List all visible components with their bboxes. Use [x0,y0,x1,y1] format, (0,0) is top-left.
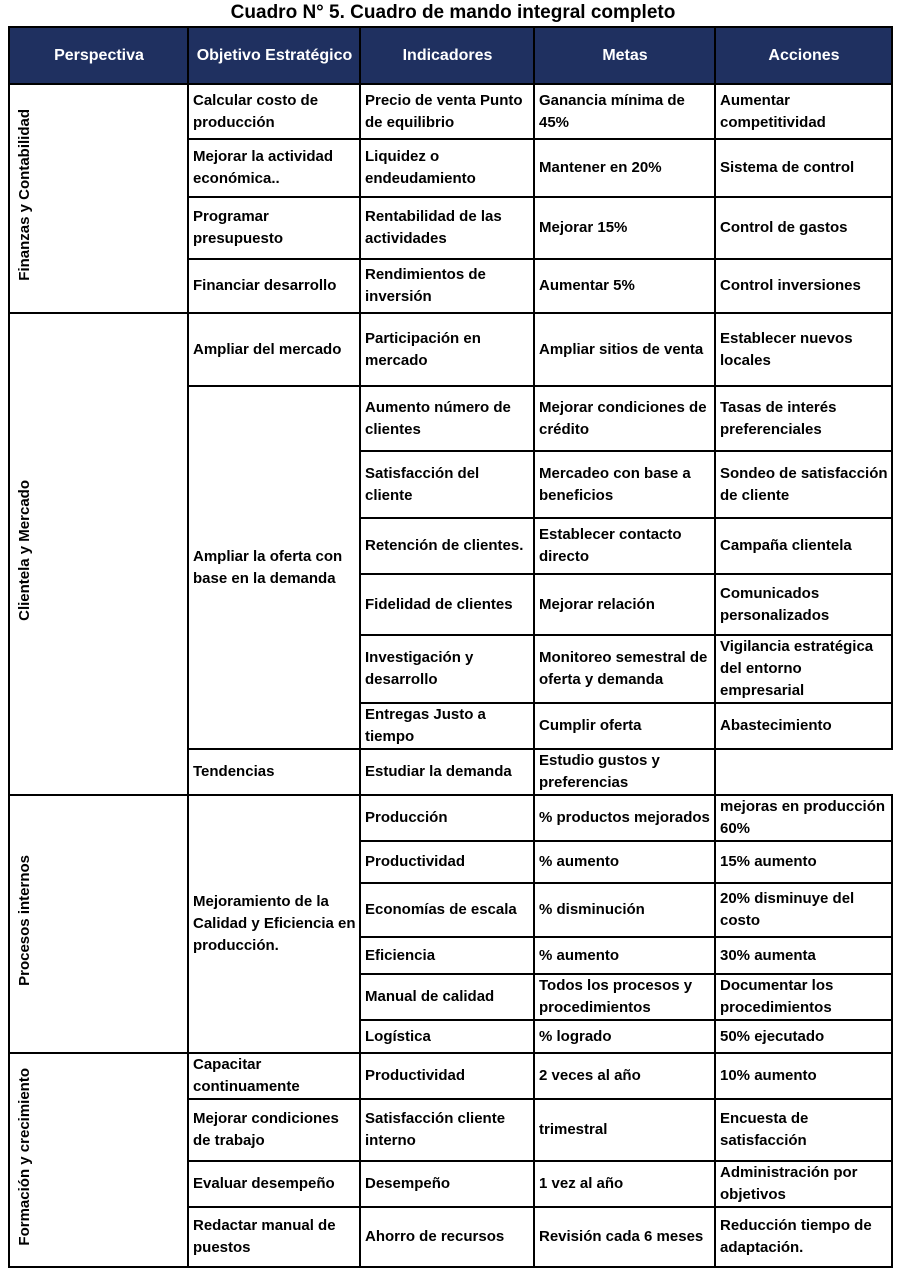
meta-cell: Mantener en 20% [534,139,715,197]
perspective-procesos [9,795,188,1053]
indicator-cell: Rendimientos de inversión [360,259,534,313]
meta-cell: 1 vez al año [534,1161,715,1207]
meta-cell: Estudiar la demanda [360,749,534,795]
indicator-cell: Ahorro de recursos [360,1207,534,1267]
table-row [9,795,892,841]
indicator-cell: Satisfacción del cliente [360,451,534,518]
accion-cell: 15% aumento [715,841,892,883]
meta-cell: Ganancia mínima de 45% [534,84,715,139]
objective-cell: Capacitar continuamente [188,1053,360,1099]
meta-cell: Revisión cada 6 meses [534,1207,715,1267]
accion-cell: Abastecimiento [715,703,892,749]
meta-cell: Monitoreo semestral de oferta y demanda [534,635,715,703]
objective-cell: Financiar desarrollo [188,259,360,313]
indicator-cell: Rentabilidad de las actividades [360,197,534,259]
meta-cell: Cumplir oferta [534,703,715,749]
indicator-cell: Precio de venta Punto de equilibrio [360,84,534,139]
objective-cell: Calcular costo de producción [188,84,360,139]
objective-cell: Mejoramiento de la Calidad y Eficiencia en producción. [188,795,360,1053]
indicator-cell: Productividad [360,841,534,883]
indicator-cell: Economías de escala [360,883,534,937]
indicator-cell: Investigación y desarrollo [360,635,534,703]
perspective-label: Finanzas y Contabilidad [16,109,33,281]
table-row [9,313,892,386]
header-indicadores: Indicadores [360,27,534,84]
objective-cell: Mejorar la actividad económica.. [188,139,360,197]
accion-cell: 50% ejecutado [715,1020,892,1053]
indicator-cell: Retención de clientes. [360,518,534,574]
perspective-clientela [9,313,188,795]
meta-cell: % aumento [534,841,715,883]
accion-cell: Aumentar competitividad [715,84,892,139]
meta-cell: trimestral [534,1099,715,1161]
accion-cell: Campaña clientela [715,518,892,574]
accion-cell: 30% aumenta [715,937,892,974]
meta-cell: % logrado [534,1020,715,1053]
accion-cell: 20% disminuye del costo [715,883,892,937]
objective-cell: Evaluar desempeño [188,1161,360,1207]
accion-cell: Sistema de control [715,139,892,197]
accion-cell: Administración por objetivos [715,1161,892,1207]
indicator-cell: Desempeño [360,1161,534,1207]
perspective-label: Formación y crecimiento [16,1067,33,1246]
meta-cell: Mercadeo con base a beneficios [534,451,715,518]
header-perspectiva: Perspectiva [9,27,188,84]
accion-cell: Sondeo de satisfacción de cliente [715,451,892,518]
meta-cell: Establecer contacto directo [534,518,715,574]
meta-cell: Aumentar 5% [534,259,715,313]
meta-cell: 2 veces al año [534,1053,715,1099]
table-row [9,84,892,139]
indicator-cell: Manual de calidad [360,974,534,1020]
meta-cell: Mejorar condiciones de crédito [534,386,715,451]
header-acciones: Acciones [715,27,892,84]
perspective-formacion [9,1053,188,1267]
accion-cell: 10% aumento [715,1053,892,1099]
accion-cell: Vigilancia estratégica del entorno empresarial [715,635,892,703]
accion-cell: Establecer nuevos locales [715,313,892,386]
meta-cell: Todos los procesos y procedimientos [534,974,715,1020]
objective-cell: Ampliar la oferta con base en la demanda [188,386,360,749]
balanced-scorecard-table [8,26,893,1268]
perspective-label: Clientela y Mercado [16,480,33,621]
indicator-cell: Liquidez o endeudamiento [360,139,534,197]
meta-cell: % disminución [534,883,715,937]
meta-cell: Mejorar 15% [534,197,715,259]
header-objetivo: Objetivo Estratégico [188,27,360,84]
meta-cell: Mejorar relación [534,574,715,635]
indicator-cell: Fidelidad de clientes [360,574,534,635]
meta-cell: % aumento [534,937,715,974]
table-title: Cuadro N° 5. Cuadro de mando integral completo [230,2,676,23]
accion-cell: Documentar los procedimientos [715,974,892,1020]
accion-cell: Control inversiones [715,259,892,313]
indicator-cell: Producción [360,795,534,841]
accion-cell: Tasas de interés preferenciales [715,386,892,451]
accion-cell: Encuesta de satisfacción [715,1099,892,1161]
header-row [9,27,892,84]
meta-cell: Ampliar sitios de venta [534,313,715,386]
table-row [9,1053,892,1099]
accion-cell: Reducción tiempo de adaptación. [715,1207,892,1267]
accion-cell: Estudio gustos y preferencias [534,749,715,795]
indicator-cell: Tendencias [188,749,360,795]
indicator-cell: Eficiencia [360,937,534,974]
indicator-cell: Productividad [360,1053,534,1099]
indicator-cell: Entregas Justo a tiempo [360,703,534,749]
indicator-cell: Aumento número de clientes [360,386,534,451]
objective-cell: Programar presupuesto [188,197,360,259]
perspective-finanzas [9,84,188,313]
indicator-cell: Logística [360,1020,534,1053]
accion-cell: mejoras en producción 60% [715,795,892,841]
indicator-cell: Satisfacción cliente interno [360,1099,534,1161]
perspective-label: Procesos internos [16,855,33,986]
indicator-cell: Participación en mercado [360,313,534,386]
objective-cell: Ampliar del mercado [188,313,360,386]
meta-cell: % productos mejorados [534,795,715,841]
accion-cell: Comunicados personalizados [715,574,892,635]
objective-cell: Mejorar condiciones de trabajo [188,1099,360,1161]
accion-cell: Control de gastos [715,197,892,259]
objective-cell: Redactar manual de puestos [188,1207,360,1267]
header-metas: Metas [534,27,715,84]
